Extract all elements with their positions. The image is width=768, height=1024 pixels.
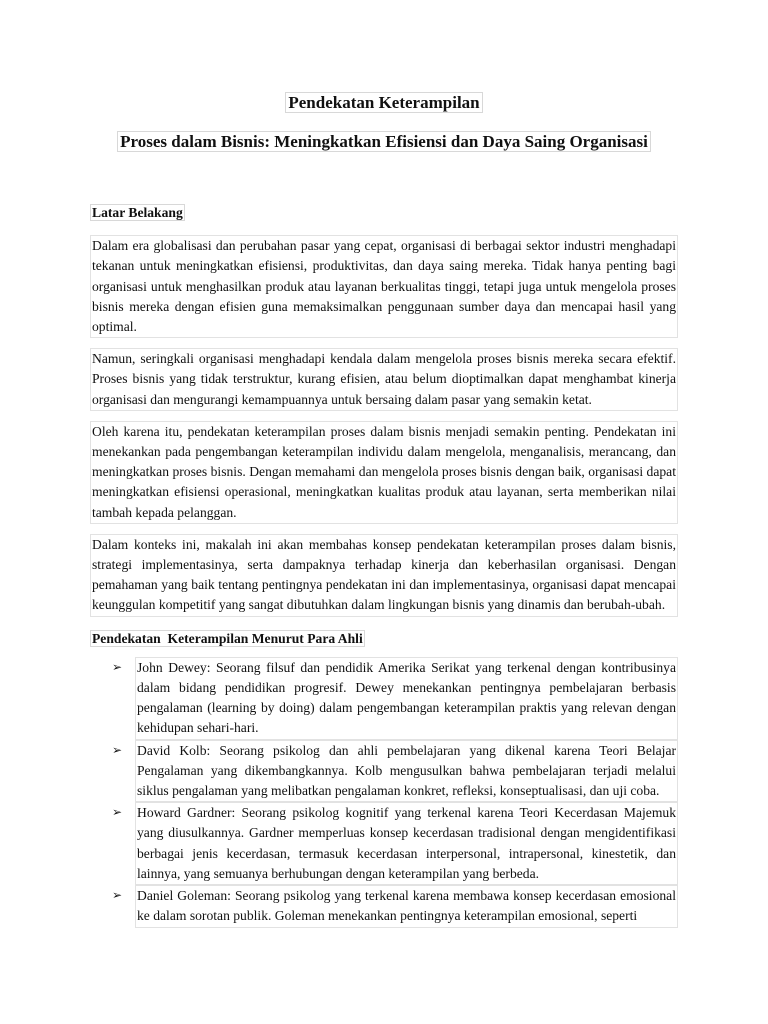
document-title-text: Pendekatan Keterampilan — [285, 92, 482, 113]
section-heading-text: Pendekatan Keterampilan Menurut Para Ahli — [92, 630, 363, 646]
list-item — [90, 740, 678, 803]
document-title — [0, 92, 768, 114]
experts-list — [90, 657, 678, 928]
arrow-bullet-icon: ➢ — [112, 805, 123, 820]
document-subtitle-text: Proses dalam Bisnis: Meningkatkan Efisiensi dan Daya Saing Organisasi — [117, 131, 651, 152]
arrow-bullet-icon: ➢ — [112, 888, 123, 903]
list-item — [90, 802, 678, 885]
list-item-text: Howard Gardner: Seorang psikolog kognitif yang terkenal karena Teori Kecerdasan Majemuk yang diusulkannya. Gardner memperluas konsep kecerdasan tradisional dengan mengidentifikasi berbagai jenis kecerdasan, termasuk kecerdasan interpersonal, intrapersonal, kinestetik, dan lainnya, yang semuanya berhubungan dengan keterampilan yang berbeda. — [135, 802, 678, 885]
section-heading-para-ahli — [90, 629, 678, 649]
section-heading-latar-belakang — [90, 203, 678, 223]
document-body — [90, 203, 678, 928]
list-item — [90, 657, 678, 740]
list-item-text: Daniel Goleman: Seorang psikolog yang terkenal karena membawa konsep kecerdasan emosional ke dalam sorotan publik. Goleman menekankan pentingnya keterampilan emosional, seperti — [135, 885, 678, 927]
list-item-text: David Kolb: Seorang psikolog dan ahli pembelajaran yang dikenal karena Teori Belajar Pengalaman yang dikembangkannya. Kolb mengusulkan bahwa pembelajaran terjadi melalui siklus pengalaman yang melibatkan pengalaman konkret, refleksi, konseptualisasi, dan uji coba. — [135, 740, 678, 803]
section-heading-text: Latar Belakang — [92, 205, 183, 220]
document-subtitle — [0, 131, 768, 153]
paragraph-3: Oleh karena itu, pendekatan keterampilan proses dalam bisnis menjadi semakin penting. Pendekatan ini menekankan pada pengembangan keterampilan individu dalam mengelola, menganalisis, merancang, dan meningkatkan proses bisnis. Dengan memahami dan mengelola proses bisnis dengan baik, organisasi dapat meningkatkan efisiensi operasional, meningkatkan kualitas produk atau layanan, serta memberikan nilai tambah kepada pelanggan. — [90, 421, 678, 524]
paragraph-4: Dalam konteks ini, makalah ini akan membahas konsep pendekatan keterampilan proses dalam bisnis, strategi implementasinya, serta dampaknya terhadap kinerja dan keberhasilan organisasi. Dengan pemahaman yang baik tentang pentingnya pendekatan ini dan implementasinya, organisasi dapat mencapai keunggulan kompetitif yang sangat dibutuhkan dalam lingkungan bisnis yang dinamis dan berubah-ubah. — [90, 534, 678, 617]
paragraph-1: Dalam era globalisasi dan perubahan pasar yang cepat, organisasi di berbagai sektor industri menghadapi tekanan untuk meningkatkan efisiensi, produktivitas, dan daya saing mereka. Tidak hanya penting bagi organisasi untuk menghasilkan produk atau layanan berkualitas tinggi, tetapi juga untuk mengelola proses bisnis mereka dengan efisien guna memaksimalkan penggunaan sumber daya dan mencapai hasil yang optimal. — [90, 235, 678, 338]
list-item — [90, 885, 678, 927]
arrow-bullet-icon: ➢ — [112, 742, 123, 757]
arrow-bullet-icon: ➢ — [112, 659, 123, 674]
paragraph-2: Namun, seringkali organisasi menghadapi kendala dalam mengelola proses bisnis mereka secara efektif. Proses bisnis yang tidak terstruktur, kurang efisien, atau belum dioptimalkan dapat menghambat kinerja organisasi dan mengurangi kemampuannya untuk bersaing dalam pasar yang semakin ketat. — [90, 348, 678, 411]
list-item-text: John Dewey: Seorang filsuf dan pendidik Amerika Serikat yang terkenal dengan kontribusinya dalam bidang pendidikan progresif. Dewey menekankan pentingnya pembelajaran berbasis pengalaman (learning by doing) dalam pengembangan keterampilan praktis yang relevan dengan kehidupan sehari-hari. — [135, 657, 678, 740]
